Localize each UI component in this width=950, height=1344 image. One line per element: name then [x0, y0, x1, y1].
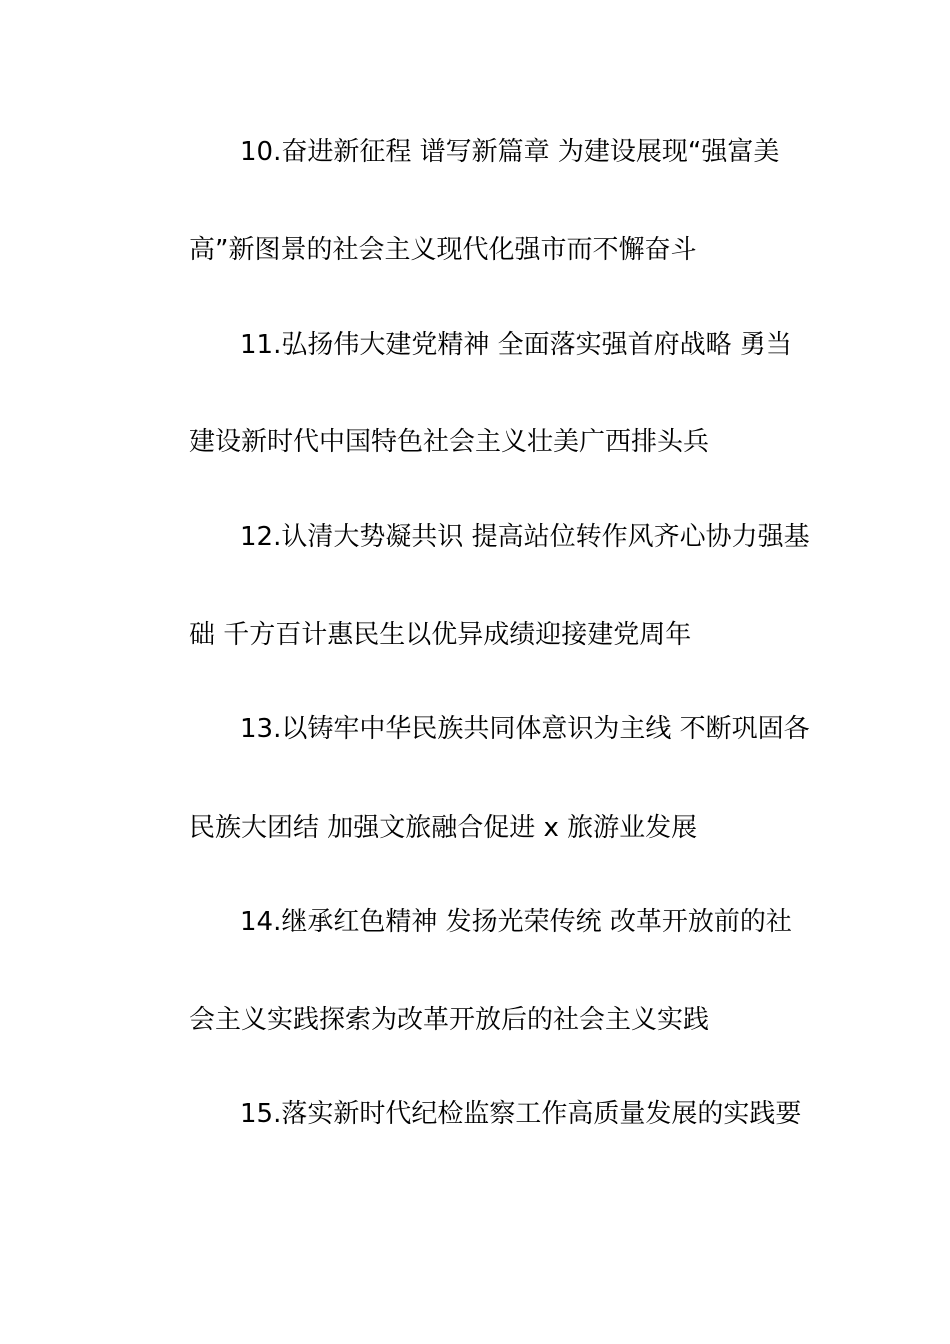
item-13-line-1: 13.以铸牢中华民族共同体意识为主线 不断巩固各 — [240, 714, 810, 744]
item-10-line-1: 10.奋进新征程 谱写新篇章 为建设展现“强富美 — [240, 137, 780, 167]
item-12-line-1: 12.认清大势凝共识 提高站位转作风齐心协力强基 — [240, 522, 810, 552]
item-11-line-1: 11.弘扬伟大建党精神 全面落实强首府战略 勇当 — [240, 330, 792, 360]
item-11-line-2: 建设新时代中国特色社会主义壮美广西排头兵 — [189, 427, 710, 457]
item-14-line-2: 会主义实践探索为改革开放后的社会主义实践 — [189, 1005, 710, 1035]
item-12-line-2: 础 千方百计惠民生以优异成绩迎接建党周年 — [189, 620, 692, 650]
item-14-line-1: 14.继承红色精神 发扬光荣传统 改革开放前的社 — [240, 907, 792, 937]
item-13-line-2: 民族大团结 加强文旅融合促进 x 旅游业发展 — [189, 813, 698, 843]
item-15-line-1: 15.落实新时代纪检监察工作高质量发展的实践要 — [240, 1099, 802, 1129]
item-10-line-2: 高”新图景的社会主义现代化强市而不懈奋斗 — [189, 235, 697, 265]
